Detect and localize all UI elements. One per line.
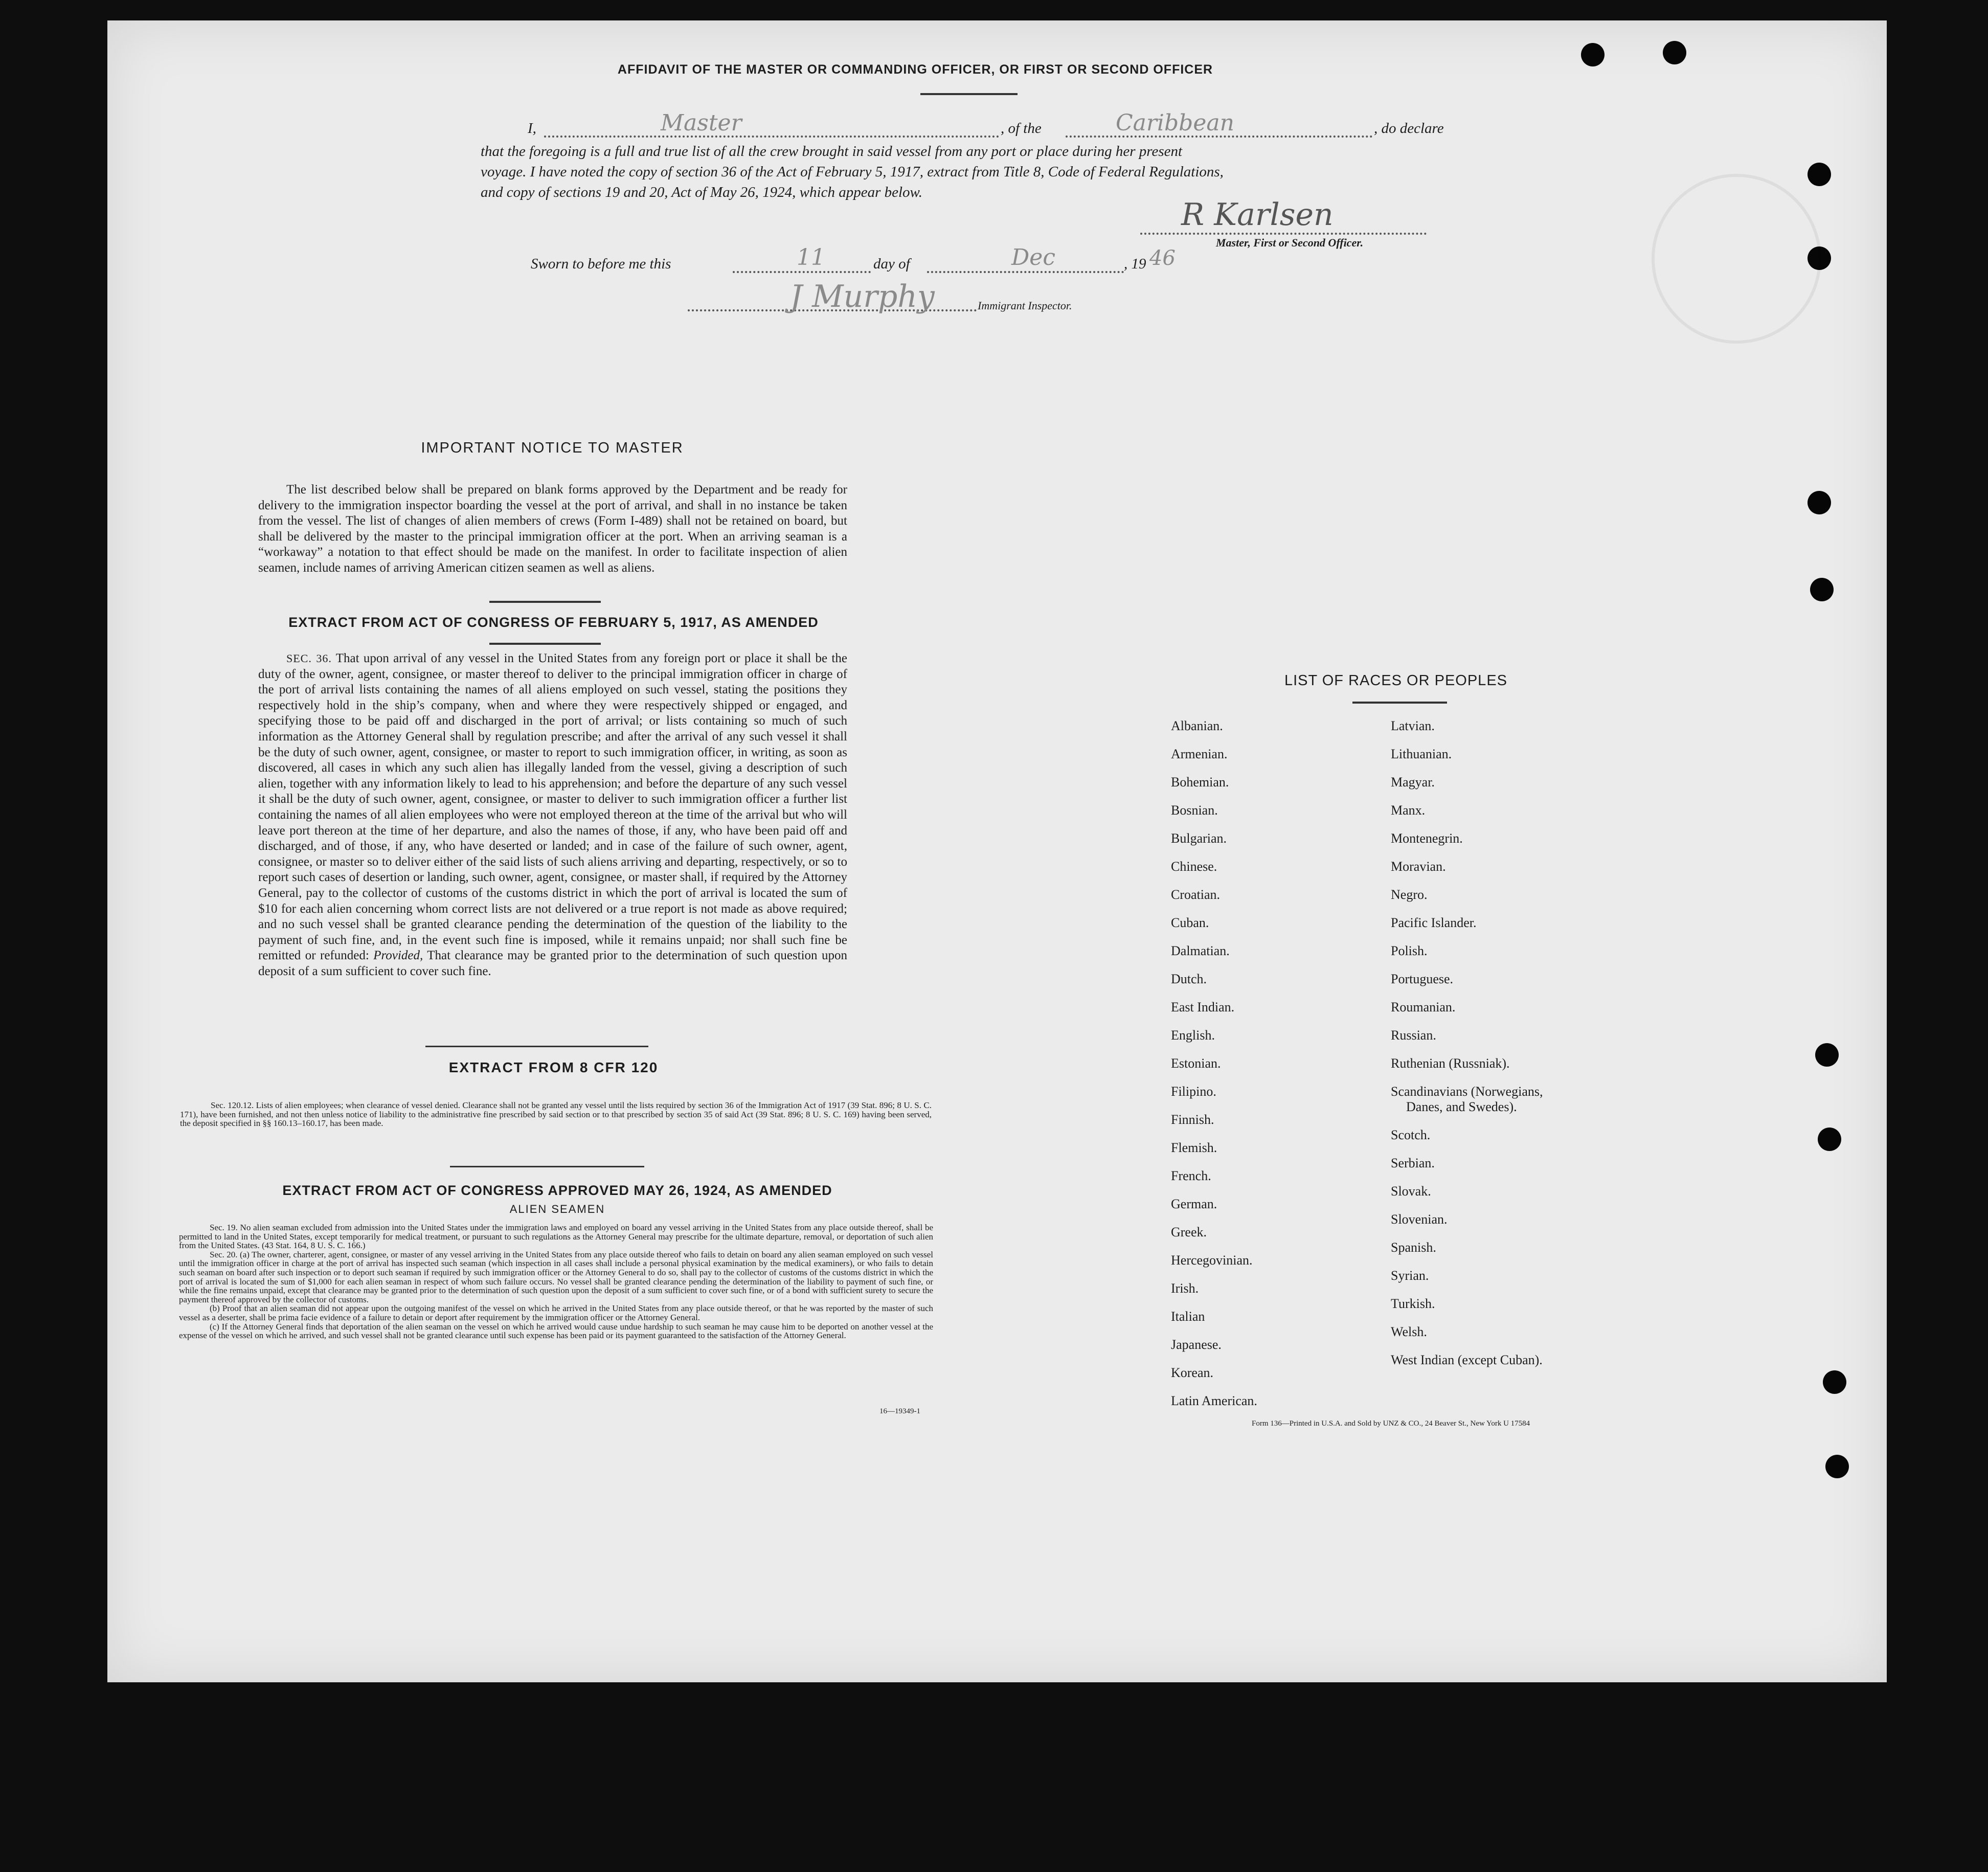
- month-dotted-line: [927, 271, 1124, 273]
- race-list-item: Polish.: [1391, 943, 1428, 958]
- sec20a-text: Sec. 20. (a) The owner, charterer, agent, consignee, or master of any vessel arriving in the United States from any place outside thereof who fails to detain on board any alien seaman employed on such vessel until the immigration officer in charge at the port of arrival has inspected such seaman (which inspection in all cases shall include a personal physical examination by the medical examiners), or who fails to detain such seaman on board after such inspection or to deport such seaman if required by such immigration officer or the Attorney General to do so, shall pay to the collector of customs of the customs district in which the port of arrival is located the sum of $1,000 for each alien seaman in respect of whom such failure occurs. No vessel shall be granted clearance pending the determination of the liability to payment of such fine, or while the fine remains unpaid, except that clearance may be granted prior to the determination of such question upon the deposit of a sum sufficient to cover such fine, or of a bond with sufficient surety to secure the payment thereof approved by the collector of customs.: [179, 1249, 933, 1304]
- race-list-item: Greek.: [1171, 1225, 1207, 1239]
- race-list-item: Finnish.: [1171, 1112, 1214, 1127]
- race-list-item: Turkish.: [1391, 1296, 1435, 1311]
- affidavit-do-declare: , do declare: [1374, 120, 1444, 137]
- punch-hole: [1815, 1043, 1839, 1067]
- sec20b-text: (b) Proof that an alien seaman did not appear upon the outgoing manifest of the vessel on which he arrived in the United States from any place outside thereof, or that he was reported by the master of such vessel as a deserter, shall be prima facie evidence of a failure to detain or deport after requirement by the immigration officer or the Attorney General.: [179, 1303, 933, 1322]
- extract-1924-body: [179, 1223, 933, 1340]
- race-list-item: West Indian (except Cuban).: [1391, 1352, 1543, 1367]
- affidavit-of-the: , of the: [1001, 120, 1042, 137]
- race-list-item: Negro.: [1391, 887, 1428, 902]
- day-of-label: day of: [873, 256, 910, 272]
- race-list-item: Estonian.: [1171, 1056, 1221, 1071]
- race-list-item: Bohemian.: [1171, 775, 1229, 790]
- extract-cfr-body: Sec. 120.12. Lists of alien employees; when clearance of vessel denied. Clearance shall not be granted any vessel until the lists required by section 36 of the Immigration Act of 1917 (39 Stat. 896; 8 U. S. C. 171), have been furnished, and not then unless notice of liability to the administrative fine prescribed by said section or to that prescribed by section 35 of said Act (39 Stat. 896; 8 U. S. C. 169) having been served, the deposit specified in §§ 160.13–160.17, has been made.: [180, 1100, 932, 1129]
- form-footer: Form 136—Printed in U.S.A. and Sold by UNZ & CO., 24 Beaver St., New York U 17584: [1252, 1419, 1530, 1428]
- race-list-item: Croatian.: [1171, 887, 1221, 902]
- races-list-right: [1391, 718, 1543, 1381]
- race-list-item: Albanian.: [1171, 718, 1223, 733]
- provided-word: Provided,: [373, 949, 423, 963]
- sec19-text: Sec. 19. No alien seaman excluded from admission into the United States under the immigration laws and employed on board any vessel arriving in the United States from any place outside thereof, shall be permitted to land in the United States, except temporarily for medical treatment, or pursuant to such regulations as the Attorney General may prescribe for the ultimate departure, removal, or deportation of such alien from the United States. (43 Stat. 164, 8 U. S. C. 166.): [179, 1223, 933, 1251]
- sworn-month-handwritten: Dec: [1011, 244, 1055, 270]
- race-list-item: Scandinavians (Norwegians,: [1391, 1084, 1543, 1099]
- inspector-caption: Immigrant Inspector.: [978, 299, 1072, 312]
- race-list-item: Welsh.: [1391, 1324, 1427, 1339]
- race-list-item: Hercegovinian.: [1171, 1253, 1253, 1268]
- affidavit-title: AFFIDAVIT OF THE MASTER OR COMMANDING OFFICER, OR FIRST OR SECOND OFFICER: [617, 62, 1213, 77]
- punch-hole: [1581, 43, 1605, 66]
- race-list-item: Slovak.: [1391, 1184, 1431, 1199]
- extract-1917-title: EXTRACT FROM ACT OF CONGRESS OF FEBRUARY 5, 1917, AS AMENDED: [288, 615, 819, 630]
- race-list-item: Ruthenian (Russniak).: [1391, 1056, 1510, 1071]
- punch-hole: [1823, 1370, 1846, 1394]
- title-rule: [920, 93, 1018, 95]
- race-list-item: Danes, and Swedes).: [1406, 1099, 1517, 1114]
- race-list-item: Dalmatian.: [1171, 943, 1230, 958]
- race-list-item: Russian.: [1391, 1028, 1436, 1043]
- sworn-prefix: Sworn to before me this: [531, 256, 671, 272]
- race-list-item: Filipino.: [1171, 1084, 1216, 1099]
- sec36-text: That upon arrival of any vessel in the United States from any foreign port or place it shall be the duty of the owner, agent, consignee, or master thereof to deliver to the principal immigration officer in charge of the port of arrival lists containing the names of all aliens employed on such vessel, stating the positions they respectively hold in the ship’s company, when and where they were respectively shipped or engaged, and specifying those to be paid off and discharged in the port of arrival; or lists containing so much of such information as the Attorney General shall by regulation prescribe; and after the arrival of any such vessel it shall be the duty of such owner, agent, consignee, or master to report to such immigration officer, in writing, as soon as discovered, all cases in which any such alien has illegally landed from the vessel, giving a description of such alien, together with any information likely to lead to his apprehension; and before the departure of any such vessel it shall be the duty of such owner, agent, consignee, or master to deliver to such immigration officer a further list containing the names of all alien employees who were not employed thereon at the time of the arrival but who will leave port thereon at the time of her departure, and also the names of those, if any, who have been paid off and discharged, and of those, if any, who have deserted or landed; and in case of the failure of such owner, agent, consignee, or master so to deliver either of the said lists of such aliens arriving and departing, respectively, or so to report such cases of desertion or landing, such owner, agent, consignee, or master shall, if required by the Attorney General, pay to the collector of customs of the customs district in which the port of arrival is located the sum of $10 for each alien concerning whom correct lists are not delivered or a true report is not made as above required; and no such vessel shall be granted clearance pending the determination of the question of the liability to the payment of such fine, and, in the event such fine is imposed, while it remains unpaid; nor shall such fine be remitted or refunded:: [258, 651, 847, 963]
- race-list-item: Italian: [1171, 1309, 1205, 1324]
- race-list-item: East Indian.: [1171, 1000, 1235, 1014]
- sworn-day-handwritten: 11: [797, 244, 825, 270]
- race-list-item: Lithuanian.: [1391, 747, 1452, 761]
- race-list-item: Bosnian.: [1171, 803, 1218, 818]
- sec20c-text: (c) If the Attorney General finds that deportation of the alien seaman on the vessel on which he arrived would cause undue hardship to such seaman he may cause him to be deported on another vessel at the expense of the vessel on which he arrived, and such vessel shall not be granted clearance until such expense has been paid or its payment guaranteed to the satisfaction of the Attorney General.: [179, 1321, 933, 1341]
- races-rule: [1352, 702, 1447, 704]
- race-list-item: Spanish.: [1391, 1240, 1436, 1255]
- race-list-item: Chinese.: [1171, 859, 1217, 874]
- form-code: 16—19349-1: [879, 1407, 920, 1415]
- punch-hole: [1808, 163, 1831, 186]
- punch-hole: [1825, 1455, 1849, 1478]
- race-list-item: Cuban.: [1171, 915, 1209, 930]
- race-list-item: Scotch.: [1391, 1127, 1431, 1142]
- master-handwritten: Master: [661, 110, 742, 136]
- extract-1924-title: EXTRACT FROM ACT OF CONGRESS APPROVED MAY 26, 1924, AS AMENDED: [282, 1183, 832, 1198]
- notice-title: IMPORTANT NOTICE TO MASTER: [421, 440, 684, 456]
- race-list-item: German.: [1171, 1197, 1217, 1211]
- extract-1917-body: [258, 651, 847, 979]
- affidavit-line2: that the foregoing is a full and true list of all the crew brought in said vessel from any port or place during her present: [481, 143, 1183, 160]
- race-list-item: Slovenian.: [1391, 1212, 1448, 1227]
- section-rule: [489, 643, 601, 645]
- punch-hole: [1818, 1127, 1841, 1151]
- embossed-seal: [1652, 174, 1821, 344]
- race-list-item: Armenian.: [1171, 747, 1228, 761]
- affidavit-line4: and copy of sections 19 and 20, Act of May 26, 1924, which appear below.: [481, 184, 922, 200]
- signature-caption: Master, First or Second Officer.: [1216, 236, 1364, 249]
- race-list-item: Korean.: [1171, 1365, 1214, 1380]
- section-rule: [489, 601, 601, 603]
- race-list-item: Portuguese.: [1391, 972, 1454, 986]
- notice-body: The list described below shall be prepared on blank forms approved by the Department and be ready for delivery to the immigration inspector boarding the vessel at the port of arrival, and shall in no instance be taken from the vessel. The list of changes of alien members of crews (Form I-489) shall not be retained on board, but shall be delivered by the master to the principal immigration officer at the port. When an arriving seaman is a “workaway” a notation to that effect should be made on the manifest. In order to facilitate inspection of alien seamen, include names of arriving American citizen seamen as well as aliens.: [258, 483, 847, 575]
- sworn-line: [531, 244, 1195, 276]
- race-list-item: Irish.: [1171, 1281, 1199, 1296]
- race-list-item: Latin American.: [1171, 1393, 1257, 1408]
- year-prefix: , 19: [1124, 256, 1146, 272]
- race-list-item: Japanese.: [1171, 1337, 1222, 1352]
- race-list-item: English.: [1171, 1028, 1215, 1043]
- vessel-handwritten: Caribbean: [1116, 110, 1234, 136]
- race-list-item: Latvian.: [1391, 718, 1435, 733]
- sec36-label: SEC. 36.: [286, 652, 332, 665]
- races-list-left: [1171, 718, 1257, 1422]
- race-list-item: Dutch.: [1171, 972, 1207, 986]
- race-list-item: Roumanian.: [1391, 1000, 1456, 1014]
- master-signature: R Karlsen: [1181, 197, 1334, 233]
- punch-hole: [1810, 578, 1834, 601]
- race-list-item: Flemish.: [1171, 1140, 1217, 1155]
- race-list-item: French.: [1171, 1168, 1211, 1183]
- race-list-item: Moravian.: [1391, 859, 1446, 874]
- extract-1924-subtitle: ALIEN SEAMEN: [509, 1203, 605, 1215]
- section-rule: [425, 1046, 648, 1047]
- affidavit-line3: voyage. I have noted the copy of section 36 of the Act of February 5, 1917, extract from Title 8, Code of Federal Regulations,: [481, 164, 1224, 180]
- signature-dotted-line: [1140, 233, 1427, 235]
- year-suffix-handwritten: 46: [1149, 246, 1176, 270]
- master-dotted-line: [544, 136, 999, 138]
- punch-hole: [1808, 491, 1831, 514]
- day-dotted-line: [733, 271, 871, 273]
- sec36-text-end: That clearance may be granted prior to the determination of such question upon deposit of a sum sufficient to cover such fine.: [258, 949, 847, 978]
- races-title: LIST OF RACES OR PEOPLES: [1284, 672, 1508, 689]
- race-list-item: Serbian.: [1391, 1156, 1435, 1170]
- section-rule: [450, 1166, 644, 1167]
- race-list-item: Syrian.: [1391, 1268, 1429, 1283]
- race-list-item: Manx.: [1391, 803, 1426, 818]
- punch-hole: [1663, 41, 1686, 64]
- extract-cfr-title: EXTRACT FROM 8 CFR 120: [448, 1059, 659, 1075]
- race-list-item: Montenegrin.: [1391, 831, 1463, 846]
- race-list-item: Bulgarian.: [1171, 831, 1227, 846]
- inspector-signature: J Murphy: [790, 279, 935, 314]
- race-list-item: Pacific Islander.: [1391, 915, 1477, 930]
- race-list-item: Magyar.: [1391, 775, 1435, 790]
- affidavit-i: I,: [528, 120, 536, 137]
- affidavit-line1: [528, 110, 1458, 141]
